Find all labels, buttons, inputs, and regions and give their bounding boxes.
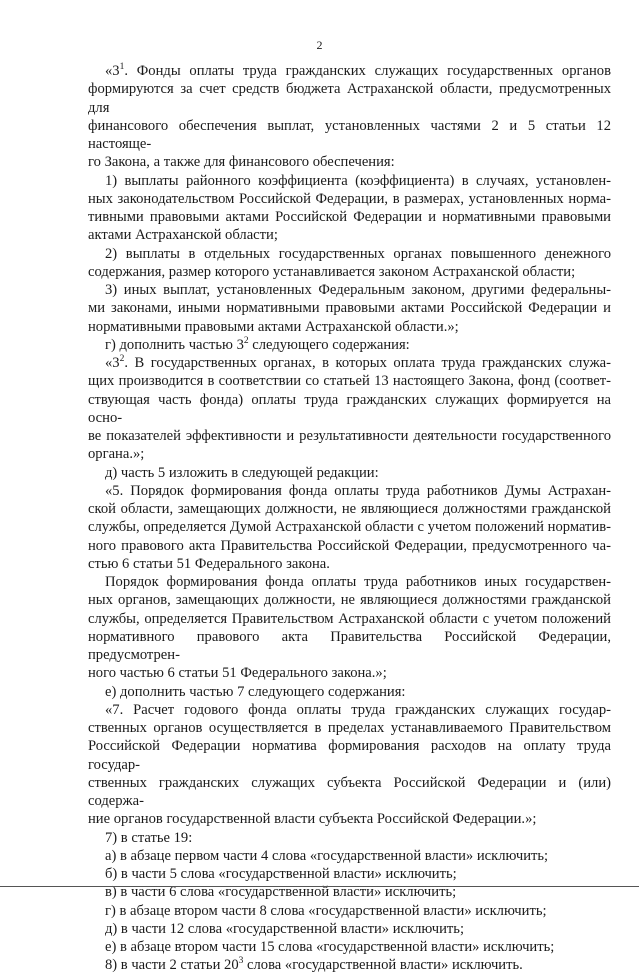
text-line: 3) иных выплат, установленных Федеральным законом, другими федеральны- [105, 282, 611, 298]
list-item: е) в абзаце втором части 15 слова «государственной власти» исключить; [105, 939, 555, 955]
text-run: слова «государственной власти» исключить. [243, 957, 523, 974]
text-line: Российской Федерации норматива формирования расходов на оплату труда государ- [88, 738, 611, 773]
text-line: нормативными правовыми актами Астраханской области.»; [88, 318, 459, 335]
document-body [88, 62, 611, 975]
text-line: 1) выплаты районного коэффициента (коэффициента) в случаях, установлен- [105, 172, 611, 189]
text-line: д) часть 5 изложить в следующей редакции: [105, 464, 379, 481]
superscript: 1 [119, 62, 125, 72]
text-line: ской области, замещающих должности, не являющиеся должностями гражданской [88, 501, 611, 517]
text-line: Порядок формирования фонда оплаты труда работников иных государствен- [105, 574, 611, 590]
text-line: «7. Расчет годового фонда оплаты труда гражданских служащих государ- [105, 701, 611, 718]
text-line: формируются за счет средств бюджета Астраханской области, предусмотренных для [88, 81, 611, 116]
text-line: ных законодательством Российской Федерации, в размерах, установленных норма- [88, 190, 611, 207]
text-line: 2) выплаты в отдельных государственных органах повышенного денежного [105, 245, 611, 262]
list-item [88, 956, 611, 974]
text-line: органа.»; [88, 446, 145, 463]
text-run: 8) в части 2 статьи 20 [105, 957, 239, 974]
superscript: 2 [243, 335, 249, 346]
text-line: ние органов государственной власти субъекта Российской Федерации.»; [88, 811, 537, 828]
text-line: финансового обеспечения выплат, установленных частями 2 и 5 статьи 12 настояще- [88, 117, 611, 152]
text-line: ного правового акта Правительства Российской Федерации, предусмотренного ча- [88, 537, 611, 554]
list-item: д) в части 12 слова «государственной власти» исключить; [105, 920, 464, 937]
list-item: а) в абзаце первом части 4 слова «государственной власти» исключить; [105, 847, 549, 864]
list-item: г) в абзаце втором части 8 слова «государственной власти» исключить; [105, 902, 547, 919]
superscript: 2 [119, 354, 125, 364]
text-run: . Фонды оплаты труда гражданских служащих государственных органов [124, 63, 611, 79]
text-run: следующего содержания: [248, 336, 410, 353]
text-line: службы, определяется Думой Астраханской области с учетом положений норматив- [88, 519, 611, 536]
paragraph-3-2-line [88, 354, 611, 372]
superscript: 3 [238, 956, 244, 967]
text-line: ного частью 6 статьи 51 Федерального закона.»; [88, 665, 387, 682]
text-line: актами Астраханской области; [88, 227, 278, 244]
text-line: го Закона, а также для финансового обеспечения: [88, 154, 395, 171]
list-item: 7) в статье 19: [105, 829, 193, 846]
text-line: содержания, размер которого устанавливается законом Астраханской области; [88, 263, 576, 280]
text-line: ми законами, иными нормативными правовыми актами Российской Федерации и [88, 300, 611, 317]
footer-rule [0, 886, 639, 887]
text-line: ве показателей эффективности и результативности деятельности государственного [88, 428, 611, 444]
paragraph-3-1-prefix: «3 [105, 63, 120, 79]
text-line: щих производится в соответствии со статьей 13 настоящего Закона, фонд (соответ- [88, 373, 611, 390]
text-line: службы, определяется Правительством Астраханской области с учетом положений [88, 610, 611, 627]
paragraph-3-1-line [88, 62, 611, 80]
text-line: тивными правовыми актами Российской Федерации и нормативными правовыми [88, 209, 611, 225]
text-line: ных органов, замещающих должности, не являющиеся должностями гражданской [88, 592, 611, 609]
text-line: ственных органов осуществляется в пределах устанавливаемого Правительством [88, 720, 611, 736]
list-item: б) в части 5 слова «государственной власти» исключить; [105, 866, 457, 882]
text-line: нормативного правового акта Правительства Российской Федерации, предусмотрен- [88, 628, 611, 663]
page-number: 2 [316, 38, 323, 52]
text-line: ственных гражданских служащих субъекта Российской Федерации и (или) содержа- [88, 774, 611, 809]
text-line: ствующая часть фонда) оплаты труда гражданских служащих формируется на осно- [88, 391, 611, 426]
text-run: . В государственных органах, в которых оплата труда гражданских служа- [124, 355, 611, 371]
text-line: «5. Порядок формирования фонда оплаты труда работников Думы Астрахан- [105, 482, 611, 499]
text-line: е) дополнить частью 7 следующего содержания: [105, 683, 406, 700]
paragraph-3-2-prefix: «3 [105, 355, 120, 371]
text-run: г) дополнить частью 3 [105, 336, 244, 353]
list-item: в) в части 6 слова «государственной власти» исключить; [105, 884, 457, 901]
text-line: стью 6 статьи 51 Федерального закона. [88, 555, 330, 572]
amendment-g-line [88, 336, 611, 354]
